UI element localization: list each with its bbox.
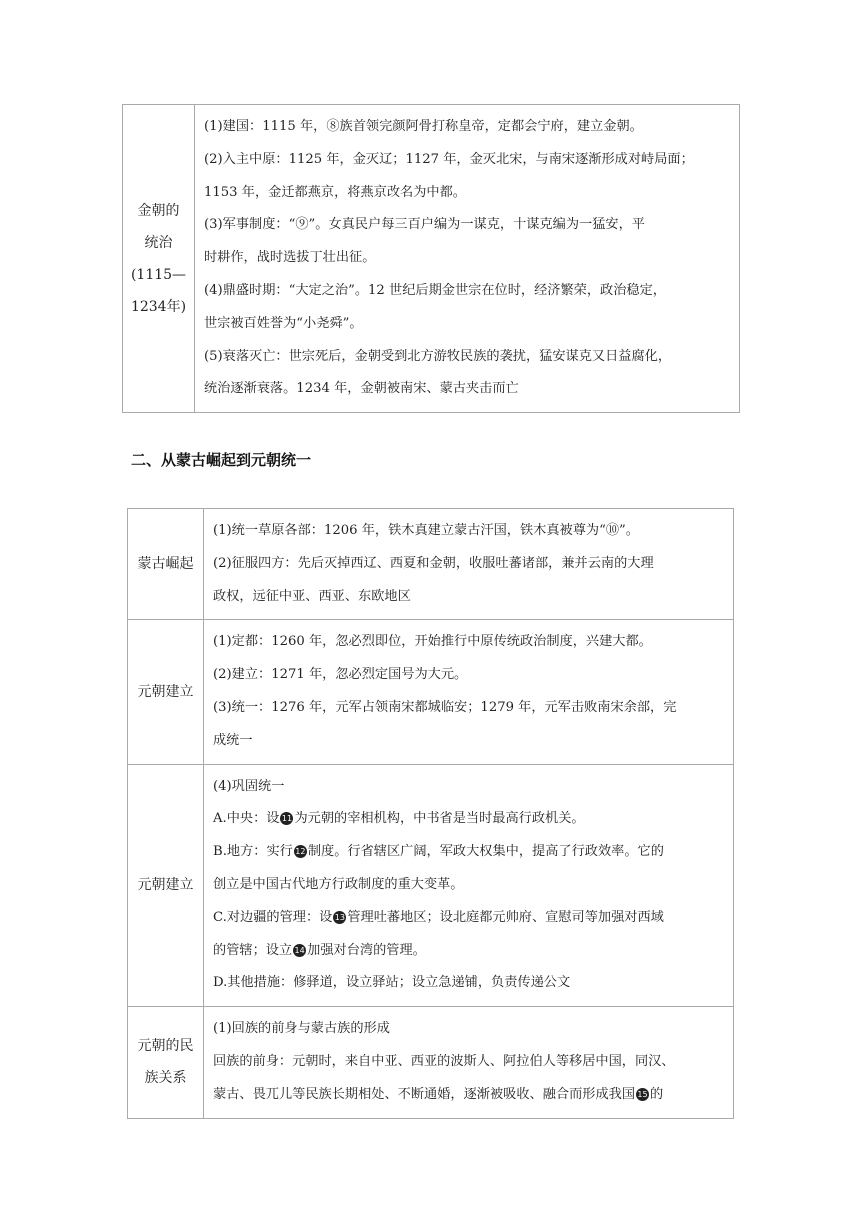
content-line: (2)建立：1271 年，忽必烈定国号为大元。 [213,667,468,683]
table-row [128,509,734,620]
label-line: 族关系 [144,1070,187,1087]
blank-marker: 13 [334,912,345,922]
content-line: (5)衰落灭亡：世宗死后，金朝受到北方游牧民族的袭扰，猛安谋克又日益腐化， [204,348,672,364]
jin-dynasty-table [122,104,740,413]
content-line: 1153 年，金迁都燕京，将燕京改名为中都。 [204,184,466,200]
content-line: (2)入主中原：1125 年，金灭辽；1127 年，金灭北宋，与南宋逐渐形成对峙局面； [204,151,694,167]
table-row [128,620,734,764]
table-row [128,1007,734,1118]
label-line: 1234年) [130,298,187,315]
content-line: (1)建国：1115 年，⑧族首领完颜阿骨打称皇帝，定都会宁府，建立金朝。 [204,119,643,134]
row-label [128,620,204,764]
content-line: 回族的前身：元朝时，来自中亚、西亚的波斯人、阿拉伯人等移居中国，同汉、 [213,1053,675,1069]
content-line: 政权，远征中亚、西亚、东欧地区 [213,588,411,604]
blank-marker: 12 [295,847,306,857]
row-label [128,1007,204,1118]
table-row [128,764,734,1007]
content-line: 成统一 [213,732,253,748]
row-content [204,620,734,764]
row-content [204,764,734,1007]
content-line: (4)鼎盛时期：“大定之治”。12 世纪后期金世宗在位时，经济繁荣，政治稳定， [204,282,666,298]
content-line: C.对边疆的管理：设 13 管理吐蕃地区；设北庭都元帅府、宣慰司等加强对西域 [213,909,664,925]
content-line: (2)征服四方：先后灭掉西辽、西夏和金朝，收服吐蕃诸部，兼并云南的大理 [213,555,654,571]
table-row [123,105,740,413]
row-content [204,1007,734,1118]
label-line: 元朝的民 [137,1038,194,1055]
mongol-yuan-table [127,508,734,1119]
label-line: 金朝的 [137,202,180,219]
content-line: 创立是中国古代地方行政制度的重大变革。 [213,876,464,892]
blank-marker: 11 [281,814,293,824]
content-line: 时耕作，战时选拔丁壮出征。 [204,250,376,266]
section-heading: 二、从蒙古崛起到元朝统一 [131,451,312,469]
content-line: 蒙古、畏兀儿等民族长期相处、不断通婚，逐渐被吸收、融合而形成我国 15 的 [213,1086,664,1102]
content-line: A.中央：设 11 为元朝的宰相机构，中书省是当时最高行政机关。 [213,811,585,827]
content-line: (3)统一：1276 年，元军占领南宋都城临安；1279 年，元军击败南宋余部，完 [213,699,677,715]
content-line: D.其他措施：修驿道，设立驿站；设立急递铺，负责传递公文 [213,975,571,991]
content-line: 统治逐渐衰落。1234 年，金朝被南宋、蒙古夹击而亡 [204,381,519,397]
row-content [204,509,734,620]
content-line: (1)定都：1260 年，忽必烈即位，开始推行中原传统政治制度，兴建大都。 [213,634,652,650]
label-line: 蒙古崛起 [137,556,194,573]
content-line: (1)回族的前身与蒙古族的形成 [213,1021,390,1037]
blank-marker: 14 [294,945,305,955]
content-line: 的管辖；设立 14 加强对台湾的管理。 [213,942,426,958]
content-line: (1)统一草原各部：1206 年，铁木真建立蒙古汗国，铁木真被尊为“⑩”。 [213,523,639,538]
content-line: (3)军事制度：“⑨”。女真民户每三百户编为一谋克，十谋克编为一猛安，平 [204,217,645,233]
label-line: (1115— [130,266,187,283]
label-line: 统治 [144,234,173,251]
label-line: 元朝建立 [137,683,194,700]
row-label [128,509,204,620]
row-label [123,105,195,413]
content-line: 世宗被百姓誉为“小尧舜”。 [204,315,363,331]
content-line: (4)巩固统一 [213,778,285,794]
row-label [128,764,204,1007]
row-content [195,105,740,413]
content-line: B.地方：实行 12 制度。行省辖区广阔，军政大权集中，提高了行政效率。它的 [213,844,664,860]
blank-marker: 15 [637,1089,648,1099]
label-line: 元朝建立 [137,877,194,894]
